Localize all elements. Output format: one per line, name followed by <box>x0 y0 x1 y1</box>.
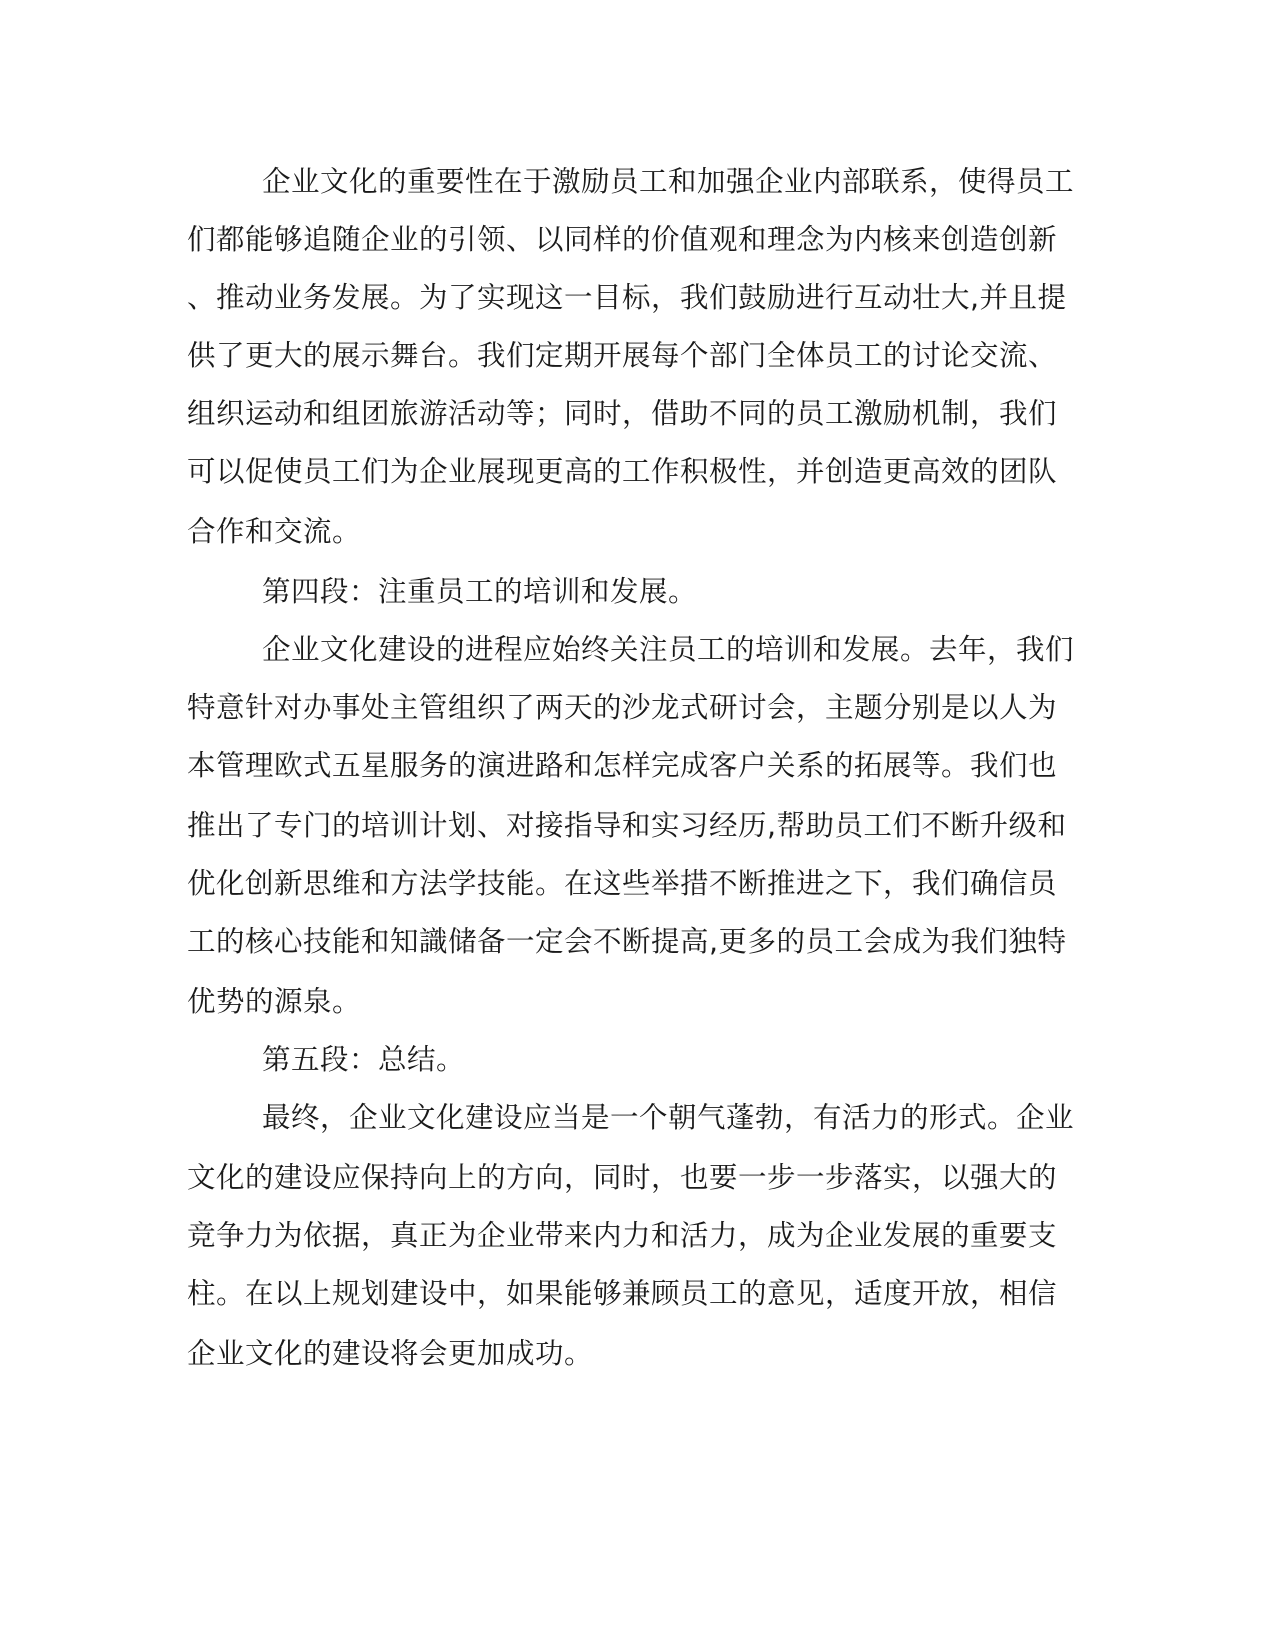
paragraph-4-line-6: 工的核心技能和知識储备一定会不断提高,更多的员工会成为我们独特 <box>187 925 1067 958</box>
paragraph-3-line-1: 企业文化的重要性在于激励员工和加强企业内部联系，使得员工 <box>262 165 1075 198</box>
paragraph-4-line-3: 本管理欧式五星服务的演进路和怎样完成客户关系的拓展等。我们也 <box>187 749 1058 782</box>
paragraph-4-line-1: 企业文化建设的进程应始终关注员工的培训和发展。去年，我们 <box>262 633 1075 666</box>
paragraph-5-line-4: 柱。在以上规划建设中，如果能够兼顾员工的意见，适度开放，相信 <box>187 1277 1058 1310</box>
paragraph-3-line-2: 们都能够追随企业的引领、以同样的价值观和理念为内核来创造创新 <box>187 223 1058 256</box>
paragraph-5-line-2: 文化的建设应保持向上的方向，同时，也要一步一步落实，以强大的 <box>187 1161 1058 1194</box>
paragraph-4-line-7: 优势的源泉。 <box>187 985 362 1018</box>
section-5-heading: 第五段：总结。 <box>262 1043 466 1076</box>
paragraph-3-line-3: 、推动业务发展。为了实现这一目标，我们鼓励进行互动壮大,并且提 <box>187 281 1067 314</box>
paragraph-3-line-4: 供了更大的展示舞台。我们定期开展每个部门全体员工的讨论交流、 <box>187 339 1058 372</box>
paragraph-5-line-5: 企业文化的建设将会更加成功。 <box>187 1337 594 1370</box>
paragraph-3-line-7: 合作和交流。 <box>187 515 362 548</box>
section-4-heading: 第四段：注重员工的培训和发展。 <box>262 575 698 608</box>
paragraph-5-line-1: 最终，企业文化建设应当是一个朝气蓬勃，有活力的形式。企业 <box>262 1101 1075 1134</box>
paragraph-4-line-4: 推出了专门的培训计划、对接指导和实习经历,帮助员工们不断升级和 <box>187 809 1067 842</box>
paragraph-5-line-3: 竞争力为依据，真正为企业带来内力和活力，成为企业发展的重要支 <box>187 1219 1058 1252</box>
paragraph-4-line-2: 特意针对办事处主管组织了两天的沙龙式研讨会，主题分别是以人为 <box>187 691 1058 724</box>
paragraph-3-line-5: 组织运动和组团旅游活动等；同时，借助不同的员工激励机制，我们 <box>187 397 1058 430</box>
paragraph-4-line-5: 优化创新思维和方法学技能。在这些举措不断推进之下，我们确信员 <box>187 867 1058 900</box>
paragraph-3-line-6: 可以促使员工们为企业展现更高的工作积极性，并创造更高效的团队 <box>187 455 1058 488</box>
